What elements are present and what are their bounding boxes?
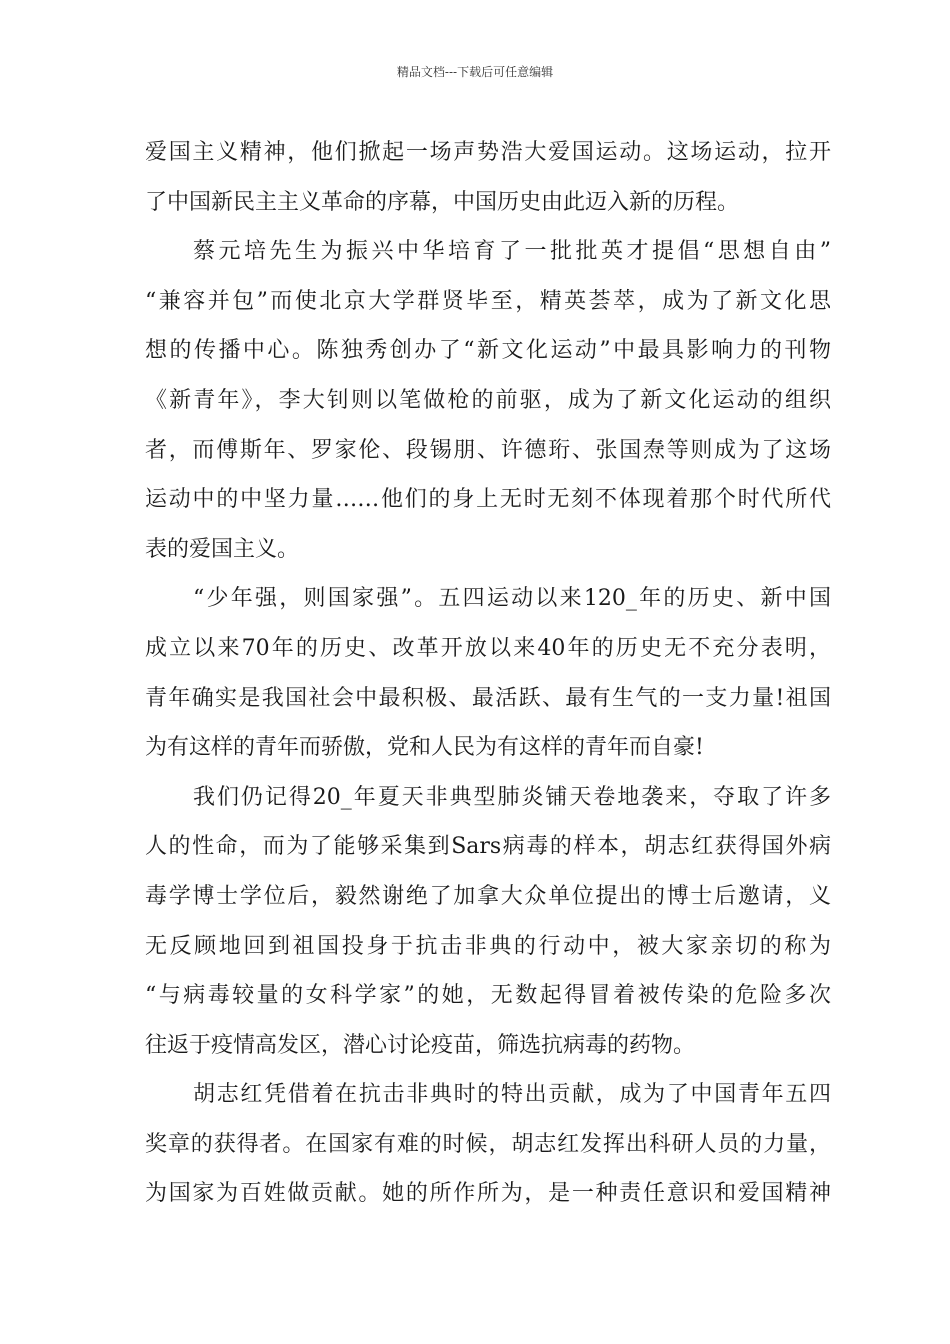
text-line: “兼容并包”而使北京大学群贤毕至，精英荟萃，成为了新文化思 <box>145 288 831 314</box>
text-line: 往返于疫情高发区，潜心讨论疫苗，筛选抗病毒的药物。 <box>145 1032 696 1058</box>
text-line: 想的传播中心。陈独秀创办了“新文化运动”中最具影响力的刊物 <box>145 338 831 364</box>
text-line: 了中国新民主主义革命的序幕，中国历史由此迈入新的历程。 <box>145 189 740 215</box>
text-line: 我们仍记得20_年夏天非典型肺炎铺天卷地袭来，夺取了许多 <box>193 784 831 810</box>
text-line: 奖章的获得者。在国家有难的时候，胡志红发挥出科研人员的力量， <box>145 1131 831 1157</box>
text-line: 人的性命，而为了能够采集到Sars病毒的样本，胡志红获得国外病 <box>145 834 831 860</box>
text-line: 成立以来70年的历史、改革开放以来40年的历史无不充分表明， <box>145 635 831 661</box>
text-line: 运动中的中坚力量……他们的身上无时无刻不体现着那个时代所代 <box>145 487 831 513</box>
paragraph-5 <box>145 1070 831 1219</box>
text-line: 青年确实是我国社会中最积极、最活跃、最有生气的一支力量!祖国 <box>145 685 831 711</box>
paragraph-2 <box>145 227 831 574</box>
text-line: “少年强，则国家强”。五四运动以来120_年的历史、新中国 <box>193 586 831 612</box>
text-line: 为国家为百姓做贡献。她的所作所为，是一种责任意识和爱国精神 <box>145 1181 831 1207</box>
text-line: 《新青年》，李大钊则以笔做枪的前驱，成为了新文化运动的组织 <box>145 387 831 413</box>
text-line: 无反顾地回到祖国投身于抗击非典的行动中，被大家亲切的称为 <box>145 933 831 959</box>
text-line: 毒学博士学位后，毅然谢绝了加拿大众单位提出的博士后邀请，义 <box>145 883 831 909</box>
text-line: 蔡元培先生为振兴中华培育了一批批英才提倡“思想自由” <box>193 239 831 265</box>
paragraph-1 <box>145 128 831 227</box>
text-line: 爱国主义精神，他们掀起一场声势浩大爱国运动。这场运动，拉开 <box>145 140 831 165</box>
paragraph-4 <box>145 773 831 1071</box>
text-line: “与病毒较量的女科学家”的她，无数起得冒着被传染的危险多次 <box>145 983 831 1009</box>
document-body <box>145 128 831 1219</box>
text-line: 为有这样的青年而骄傲，党和人民为有这样的青年而自豪! <box>145 735 704 761</box>
text-line: 者，而傅斯年、罗家伦、段锡朋、许德珩、张国焘等则成为了这场 <box>145 437 831 463</box>
page-header: 精品文档---下载后可任意编辑 <box>396 65 554 79</box>
text-line: 表的爱国主义。 <box>145 536 300 562</box>
paragraph-3 <box>145 574 831 772</box>
text-line: 胡志红凭借着在抗击非典时的特出贡献，成为了中国青年五四 <box>193 1082 831 1108</box>
